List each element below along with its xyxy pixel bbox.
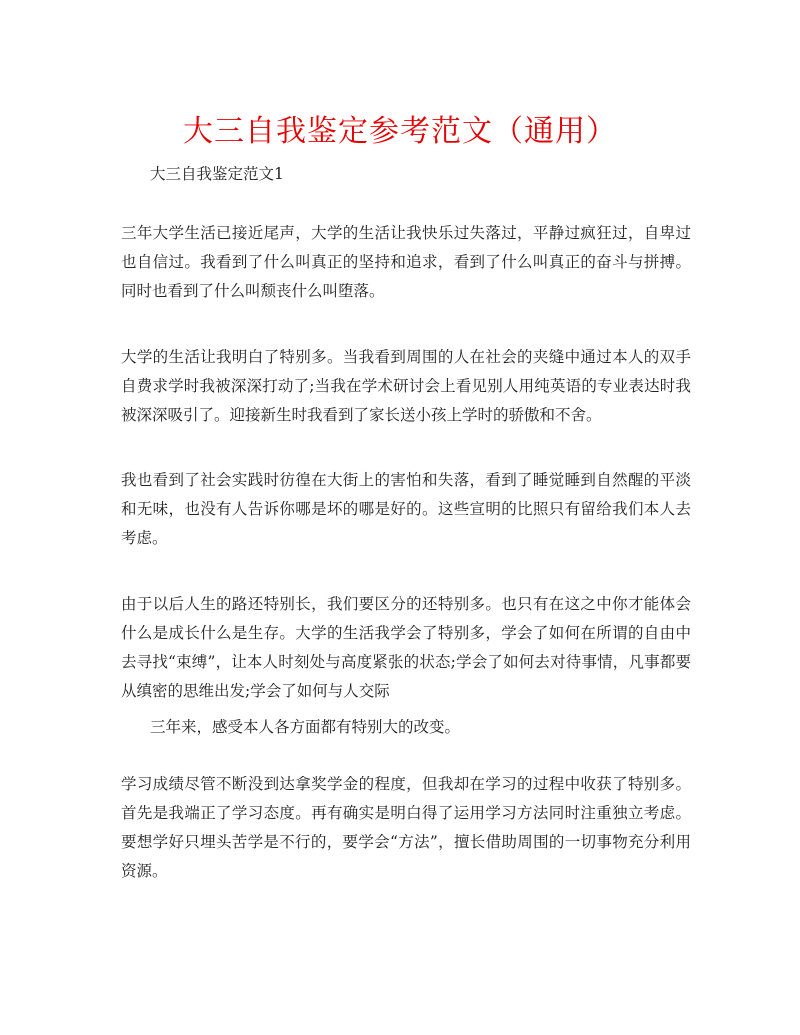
paragraph-1: 三年大学生活已接近尾声，大学的生活让我快乐过失落过，平静过疯狂过，自卑过也自信过。我看到了什么叫真正的坚持和追求，看到了什么叫真正的奋斗与拼搏。同时也看到了什么叫颓丧什么叫堕落。	[121, 224, 691, 300]
paragraph-3: 我也看到了社会实践时彷徨在大街上的害怕和失落，看到了睡觉睡到自然醒的平淡和无味，也没有人告诉你哪是坏的哪是好的。这些宣明的比照只有留给我们本人去考虑。	[121, 471, 691, 547]
paragraph-6: 学习成绩尽管不断没到达拿奖学金的程度，但我却在学习的过程中收获了特别多。首先是我端正了学习态度。再有确实是明白得了运用学习方法同时注重独立考虑。要想学好只埋头苦学是不行的，要学会“方法”，擅长借助周围的一切事物充分利用资源。	[121, 775, 691, 880]
paragraph-5: 三年来，感受本人各方面都有特别大的改变。	[150, 718, 461, 736]
document-title: 大三自我鉴定参考范文（通用）	[183, 114, 617, 149]
paragraph-2: 大学的生活让我明白了特别多。当我看到周围的人在社会的夹缝中通过本人的双手自费求学时我被深深打动了;当我在学术研讨会上看见别人用纯英语的专业表达时我被深深吸引了。迎接新生时我看到了家长送小孩上学时的骄傲和不舍。	[121, 348, 691, 424]
paragraph-4: 由于以后人生的路还特别长，我们要区分的还特别多。也只有在这之中你才能体会什么是成长什么是生存。大学的生活我学会了特别多，学会了如何在所谓的自由中去寻找“束缚”，让本人时刻处与高度紧张的状态;学会了如何去对待事情，凡事都要从缜密的思维出发;学会了如何与人交际	[121, 595, 691, 700]
document-subtitle: 大三自我鉴定范文1	[150, 165, 284, 183]
